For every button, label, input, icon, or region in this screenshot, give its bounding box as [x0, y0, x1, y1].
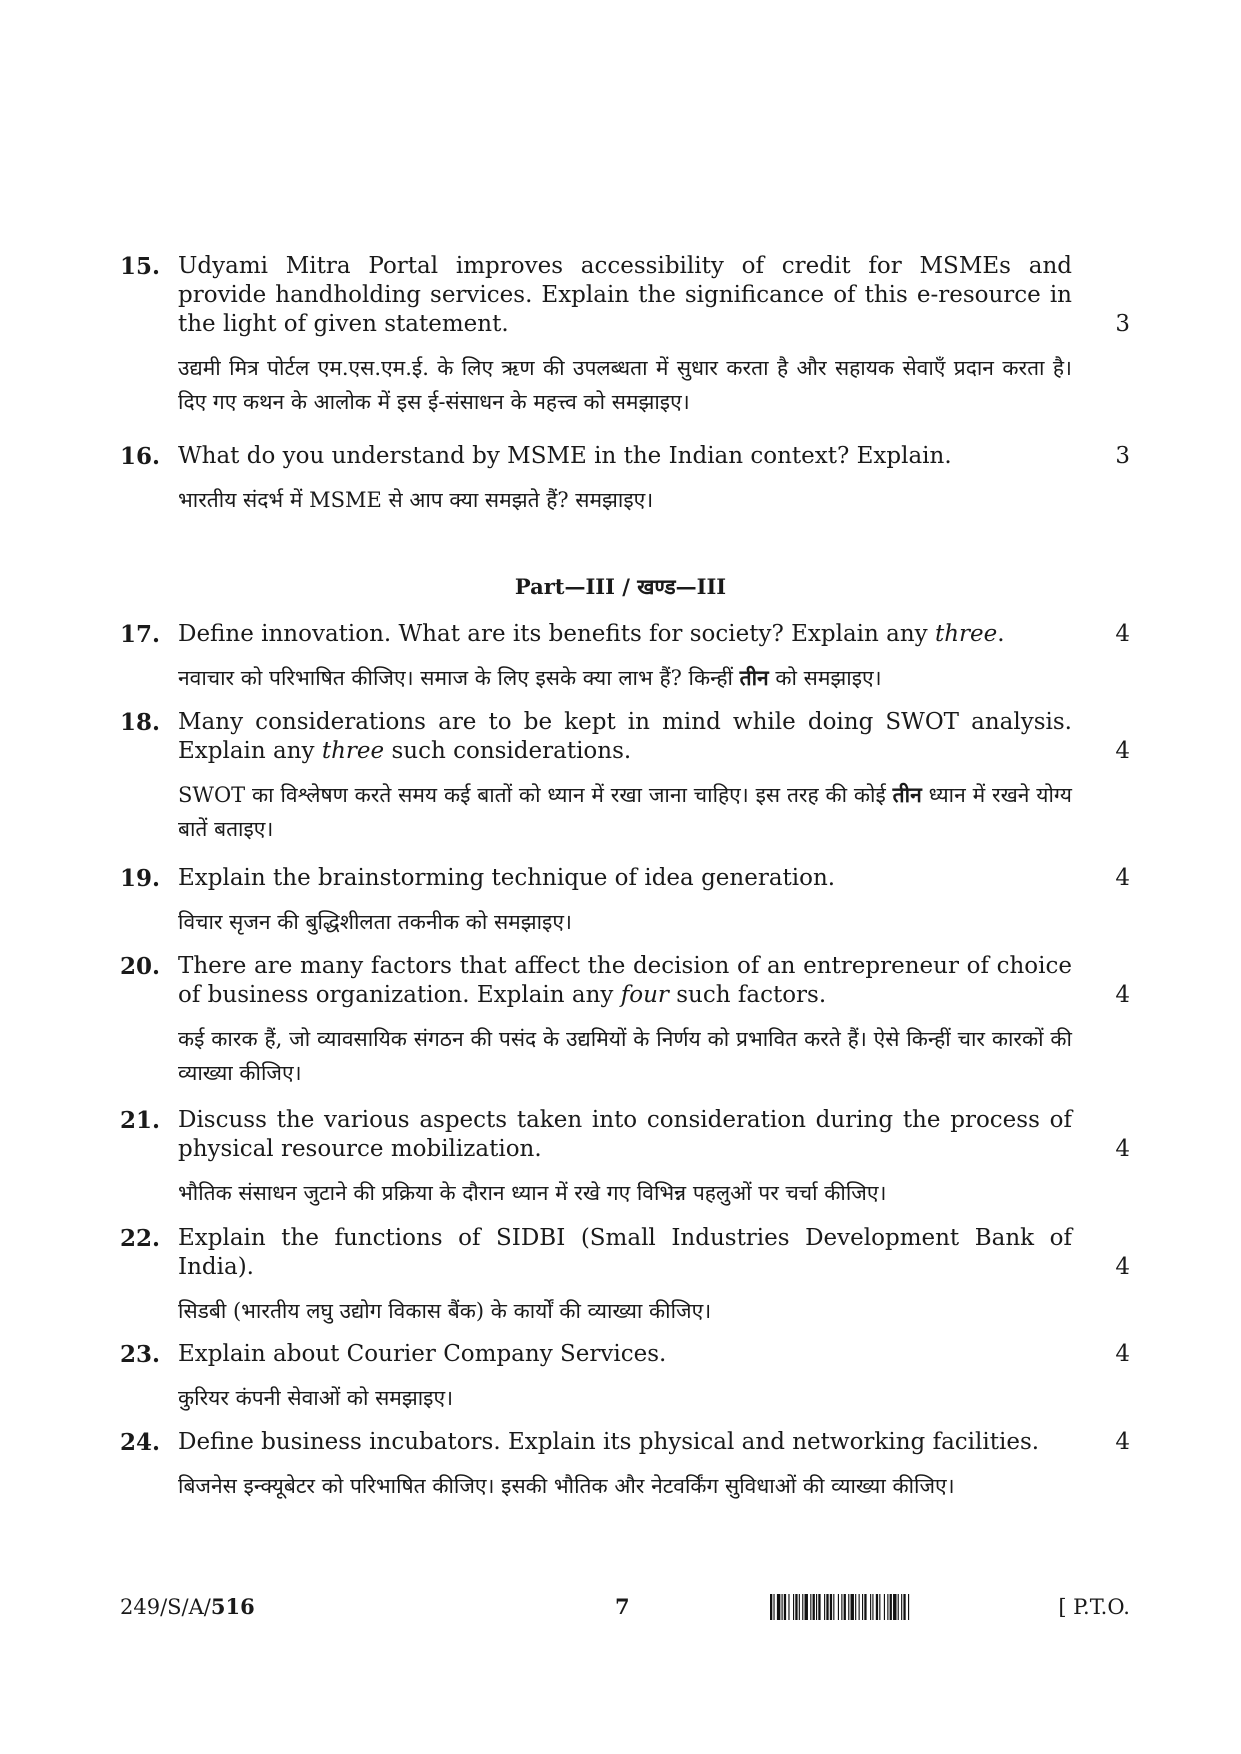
question-20 [120, 952, 1130, 1090]
question-number: 21. [120, 1107, 161, 1134]
text-segment: ध्यान में रखने योग्य बातें बताइए। [178, 783, 1072, 841]
text-segment: Define innovation. What are its benefits for society? Explain any [178, 621, 935, 647]
emphasis: four [620, 982, 669, 1008]
question-19 [120, 864, 1130, 939]
text-segment: . [997, 621, 1005, 647]
question-text-hi: कुरियर कंपनी सेवाओं को समझाइए। [178, 1386, 454, 1410]
question-number: 23. [120, 1341, 161, 1368]
question-text-hi: विचार सृजन की बुद्धिशीलता तकनीक को समझाइए। [178, 910, 572, 934]
question-marks: 4 [1115, 1254, 1130, 1280]
question-21 [120, 1106, 1130, 1210]
question-text-hi [178, 661, 1072, 695]
question-marks: 4 [1115, 621, 1130, 647]
text-segment: such considerations. [384, 738, 632, 764]
question-marks: 4 [1115, 1341, 1130, 1367]
question-text-en [178, 620, 1072, 649]
question-23 [120, 1340, 1130, 1415]
page-number: 7 [615, 1594, 630, 1619]
question-text-hi: कई कारक हैं, जो व्यावसायिक संगठन की पसंद के उद्यमियों के निर्णय को प्रभावित करते हैं। ऐसे किन्हीं चार कारकों की व्याख्या कीजिए। [178, 1027, 1072, 1085]
question-number: 24. [120, 1429, 161, 1456]
question-text-en [178, 952, 1072, 1010]
emphasis: three [934, 621, 998, 647]
question-marks: 4 [1115, 1429, 1130, 1455]
question-number: 17. [120, 621, 161, 648]
question-17 [120, 620, 1130, 695]
text-segment: SWOT का विश्लेषण करते समय कई बातों को ध्यान में रखा जाना चाहिए। इस तरह की कोई [178, 783, 893, 807]
paper-code-number: 516 [210, 1594, 255, 1619]
question-marks: 4 [1115, 865, 1130, 891]
question-number: 22. [120, 1225, 161, 1252]
question-text-en: What do you understand by MSME in the Indian context? Explain. [178, 443, 952, 469]
page-footer [120, 1592, 1130, 1622]
question-text-hi: बिजनेस इन्क्यूबेटर को परिभाषित कीजिए। इसकी भौतिक और नेटवर्किंग सुविधाओं की व्याख्या कीजिए। [178, 1474, 955, 1498]
paper-code-prefix: 249/S/A/ [120, 1595, 211, 1619]
question-text-hi: भारतीय संदर्भ में MSME से आप क्या समझते हैं? समझाइए। [178, 488, 654, 512]
question-text-en: Discuss the various aspects taken into consideration during the process of physical resource mobilization. [178, 1107, 1072, 1162]
question-16 [120, 442, 1130, 517]
question-15 [120, 252, 1130, 419]
question-text-hi: सिडबी (भारतीय लघु उद्योग विकास बैंक) के कार्यों की व्याख्या कीजिए। [178, 1299, 712, 1323]
paper-code [120, 1592, 255, 1622]
question-text-hi [178, 778, 1072, 846]
question-text-en: Define business incubators. Explain its physical and networking facilities. [178, 1429, 1040, 1455]
question-number: 20. [120, 953, 161, 980]
question-text-en: Explain the brainstorming technique of idea generation. [178, 865, 836, 891]
question-number: 19. [120, 865, 161, 892]
text-segment: There are many factors that affect the decision of an entrepreneur of choice of business organization. Explain any [178, 953, 1072, 1008]
question-number: 16. [120, 443, 161, 470]
question-marks: 4 [1115, 738, 1130, 764]
emphasis: तीन [892, 782, 922, 807]
pto-label: [ P.T.O. [1058, 1595, 1130, 1619]
question-marks: 4 [1115, 1136, 1130, 1162]
text-segment: such factors. [668, 982, 827, 1008]
part-heading: Part—III / खण्ड—III [514, 574, 727, 599]
barcode-icon [770, 1594, 1037, 1620]
question-24 [120, 1428, 1130, 1503]
question-number: 15. [120, 253, 161, 280]
question-text-hi: उद्यमी मित्र पोर्टल एम.एस.एम.ई. के लिए ऋण की उपलब्धता में सुधार करता है और सहायक सेवाएँ प्रदान करता है। दिए गए कथन के आलोक में इस ई-संसाधन के महत्त्व को समझाइए। [178, 356, 1072, 414]
question-marks: 3 [1115, 443, 1130, 469]
question-text-en [178, 708, 1072, 766]
question-text-en: Udyami Mitra Portal improves accessibility of credit for MSMEs and provide handholding services. Explain the significance of this e-resource in the light of given statement. [178, 253, 1072, 337]
emphasis: तीन [739, 665, 769, 690]
question-18 [120, 708, 1130, 846]
question-text-hi: भौतिक संसाधन जुटाने की प्रक्रिया के दौरान ध्यान में रखे गए विभिन्न पहलुओं पर चर्चा कीजिए। [178, 1181, 887, 1205]
text-segment: नवाचार को परिभाषित कीजिए। समाज के लिए इसके क्या लाभ हैं? किन्हीं [178, 666, 740, 690]
text-segment: Many considerations are to be kept in mind while doing SWOT analysis. Explain any [178, 709, 1072, 764]
emphasis: three [321, 738, 385, 764]
question-22 [120, 1224, 1130, 1328]
question-number: 18. [120, 709, 161, 736]
question-text-en: Explain the functions of SIDBI (Small Industries Development Bank of India). [178, 1225, 1072, 1280]
question-marks: 3 [1115, 311, 1130, 337]
text-segment: को समझाइए। [768, 666, 882, 690]
question-marks: 4 [1115, 982, 1130, 1008]
question-text-en: Explain about Courier Company Services. [178, 1341, 667, 1367]
